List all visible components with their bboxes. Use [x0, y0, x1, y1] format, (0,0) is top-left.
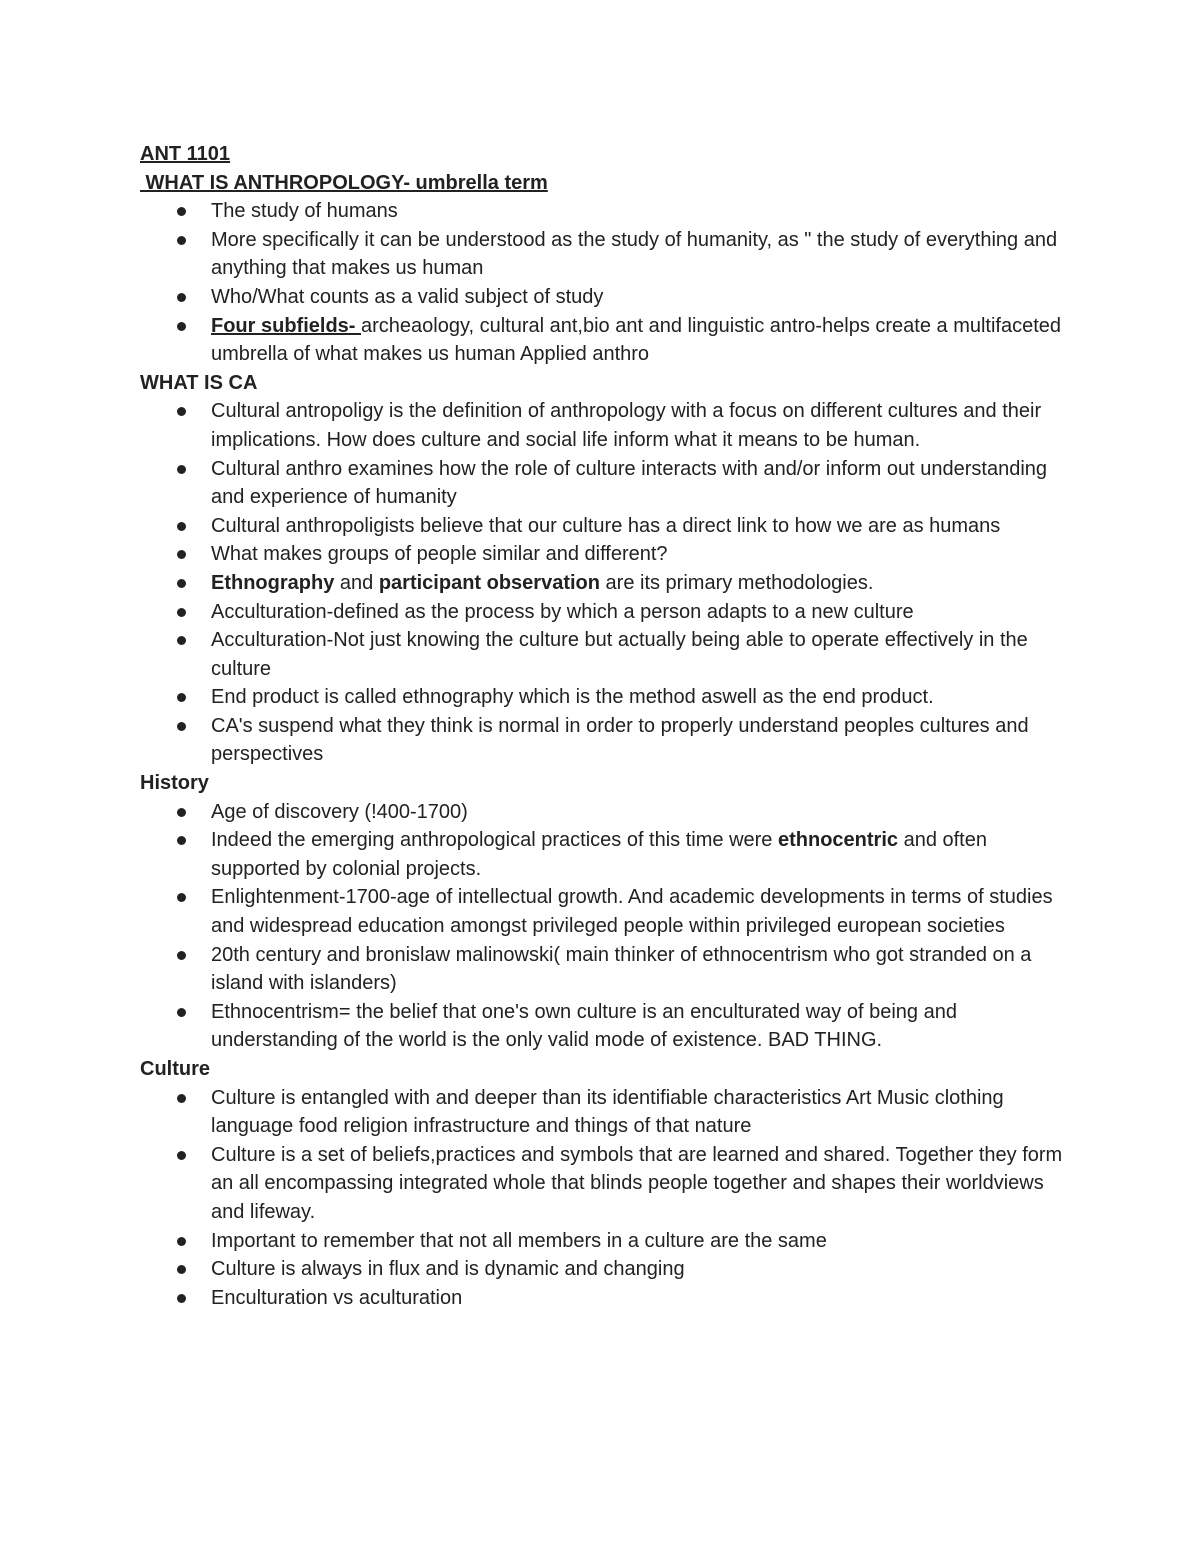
item-text: 20th century and bronislaw malinowski( main thinker of ethnocentrism who got stranded on a island with islanders)	[211, 943, 1032, 995]
item-text: The study of humans	[211, 200, 398, 223]
item-text: Indeed the emerging anthropological practices of this time were	[211, 829, 778, 852]
item-text: Acculturation-Not just knowing the culture but actually being able to operate effectively in the culture	[211, 629, 1028, 680]
item-text: Culture is a set of beliefs,practices and symbols that are learned and shared. Together they form an all encompassing integrated whole that blinds people together and shapes their worldviews and lifeway.	[211, 1143, 1063, 1223]
bullet-icon	[177, 1008, 186, 1017]
bullet-icon	[177, 522, 186, 531]
list-item	[140, 512, 1070, 541]
bullet-icon	[177, 1265, 186, 1274]
list-item	[140, 540, 1070, 569]
bullet-icon	[177, 550, 186, 559]
bullet-icon	[177, 1294, 186, 1303]
list-item	[140, 826, 1070, 883]
bullet-list	[140, 397, 1070, 769]
list-item	[140, 226, 1070, 283]
item-text: Who/What counts as a valid subject of study	[211, 285, 604, 308]
list-item	[140, 397, 1070, 454]
bullet-icon	[177, 893, 186, 902]
list-item	[140, 798, 1070, 827]
bullet-icon	[177, 465, 186, 474]
list-item	[140, 1227, 1070, 1256]
bullet-icon	[177, 608, 186, 617]
bullet-icon	[177, 236, 186, 245]
item-text: and often supported by colonial projects.	[211, 829, 987, 880]
item-text: archeaology, cultural ant,bio ant and linguistic antro-helps create a multifaceted umbrella of what makes us human Applied anthro	[211, 314, 1062, 366]
item-text: Ethnocentrism= the belief that one's own culture is an enculturated way of being and understanding of the world is the only valid mode of existence. BAD THING.	[211, 1000, 957, 1052]
bullet-icon	[177, 636, 186, 645]
list-item	[140, 998, 1070, 1055]
list-item	[140, 312, 1070, 369]
notes-sections	[140, 169, 1070, 1313]
list-item	[140, 683, 1070, 712]
bullet-icon	[177, 579, 186, 588]
course-title: ANT 1101	[140, 143, 231, 165]
list-item	[140, 197, 1070, 226]
list-item	[140, 712, 1070, 769]
list-item	[140, 569, 1070, 598]
bullet-list	[140, 798, 1070, 1055]
item-text: Cultural anthro examines how the role of culture interacts with and/or inform out understanding and experience of humanity	[211, 457, 1048, 509]
emphasis-text: ethnocentric	[777, 829, 899, 852]
item-text: Cultural anthropoligists believe that our culture has a direct link to how we are as humans	[211, 514, 1001, 537]
emphasis-text: Ethnography	[211, 571, 335, 594]
list-item	[140, 883, 1070, 940]
bullet-icon	[177, 207, 186, 216]
section-heading: Culture	[140, 1058, 210, 1080]
bullet-list	[140, 197, 1070, 369]
list-item	[140, 1084, 1070, 1141]
document-page	[140, 140, 1070, 1312]
bullet-icon	[177, 808, 186, 817]
section-heading: WHAT IS CA	[140, 371, 258, 394]
item-text: What makes groups of people similar and different?	[211, 543, 668, 566]
section-heading: History	[140, 772, 209, 795]
bullet-icon	[177, 693, 186, 702]
list-item	[140, 1141, 1070, 1227]
item-text: More specifically it can be understood as the study of humanity, as " the study of everything and anything that makes us human	[211, 228, 1058, 280]
bullet-icon	[177, 407, 186, 416]
item-text: are its primary methodologies.	[599, 571, 874, 594]
section-heading: WHAT IS ANTHROPOLOGY- umbrella term	[140, 171, 548, 194]
list-item	[140, 455, 1070, 512]
list-item	[140, 1284, 1070, 1313]
item-text: Enlightenment-1700-age of intellectual growth. And academic developments in terms of studies and widespread education amongst privileged people within privileged european societies	[211, 886, 1053, 938]
item-text: Cultural antropoligy is the definition of anthropology with a focus on different cultures and their implications. How does culture and social life inform what it means to be human.	[211, 400, 1042, 451]
bullet-icon	[177, 1237, 186, 1246]
item-text: and	[334, 571, 379, 594]
item-text: Culture is entangled with and deeper than its identifiable characteristics Art Music clothing language food religion infrastructure and things of that nature	[211, 1086, 1004, 1138]
item-text: End product is called ethnography which is the method aswell as the end product.	[211, 686, 934, 709]
bullet-icon	[177, 722, 186, 731]
emphasis-text: participant observation	[378, 571, 600, 594]
list-item	[140, 626, 1070, 683]
bullet-list	[140, 1084, 1070, 1313]
bullet-icon	[177, 951, 186, 960]
list-item	[140, 598, 1070, 627]
item-text: Culture is always in flux and is dynamic and changing	[211, 1258, 685, 1281]
list-item	[140, 941, 1070, 998]
item-text: Age of discovery (!400-1700)	[211, 800, 468, 823]
item-text: Acculturation-defined as the process by which a person adapts to a new culture	[211, 600, 914, 623]
bullet-icon	[177, 1151, 186, 1160]
list-item	[140, 1255, 1070, 1284]
bullet-icon	[177, 836, 186, 845]
emphasis-text: Four subfields-	[211, 314, 361, 337]
item-text: CA's suspend what they think is normal in order to properly understand peoples cultures and perspectives	[211, 714, 1029, 766]
bullet-icon	[177, 1094, 186, 1103]
bullet-icon	[177, 293, 186, 302]
bullet-icon	[177, 322, 186, 331]
list-item	[140, 283, 1070, 312]
item-text: Enculturation vs aculturation	[211, 1286, 463, 1309]
item-text: Important to remember that not all members in a culture are the same	[211, 1229, 827, 1252]
